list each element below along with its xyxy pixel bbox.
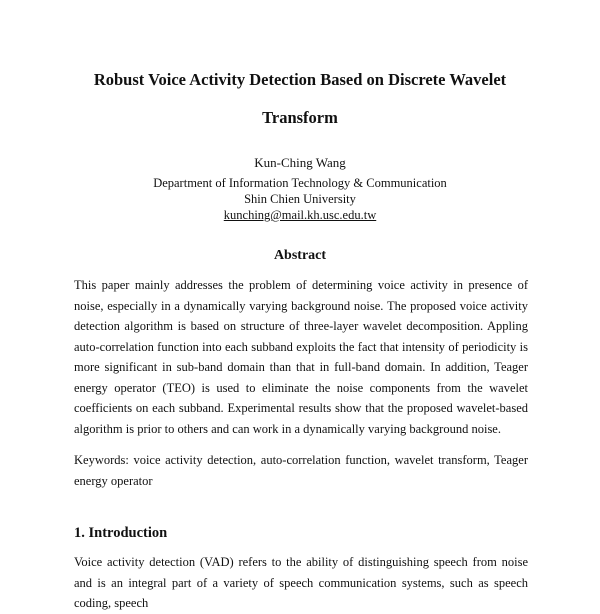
keywords-line: Keywords: voice activity detection, auto-correlation function, wavelet transform, Teager energy operator — [74, 453, 528, 488]
abstract-heading: Abstract — [273, 248, 327, 263]
introduction-body: Voice activity detection (VAD) refers to the ability of distinguishing speech from noise and is an integral part of a variety of speech communication systems, such as speech coding, speech — [74, 555, 528, 610]
affiliation-department: Department of Information Technology & Communication — [153, 176, 447, 190]
paper-title-line2: Transform — [262, 108, 338, 127]
affiliation-university: Shin Chien University — [244, 192, 356, 206]
abstract-body: This paper mainly addresses the problem of determining voice activity in presence of noise, especially in a dynamically varying background noise. The proposed voice activity detection algorithm is based on structure of three-layer wavelet decomposition. Appling auto-correlation function into each subband exploits the fact that intensity of periodicity is more significant in sub-band domain than that in full-band domain. In addition, Teager energy operator (TEO) is used to eliminate the noise components from the wavelet coefficients on each subband. Experimental results show that the proposed wavelet-based algorithm is prior to others and can work in a dynamically varying background noise. — [74, 278, 528, 436]
introduction-heading: 1. Introduction — [74, 525, 168, 541]
affiliation-block — [0, 175, 600, 223]
email-line — [0, 207, 600, 223]
paper-title-line1: Robust Voice Activity Detection Based on Discrete Wavelet — [93, 70, 507, 89]
author-name: Kun-Ching Wang — [254, 155, 346, 170]
author-email-link[interactable]: kunching@mail.kh.usc.edu.tw — [223, 208, 377, 222]
